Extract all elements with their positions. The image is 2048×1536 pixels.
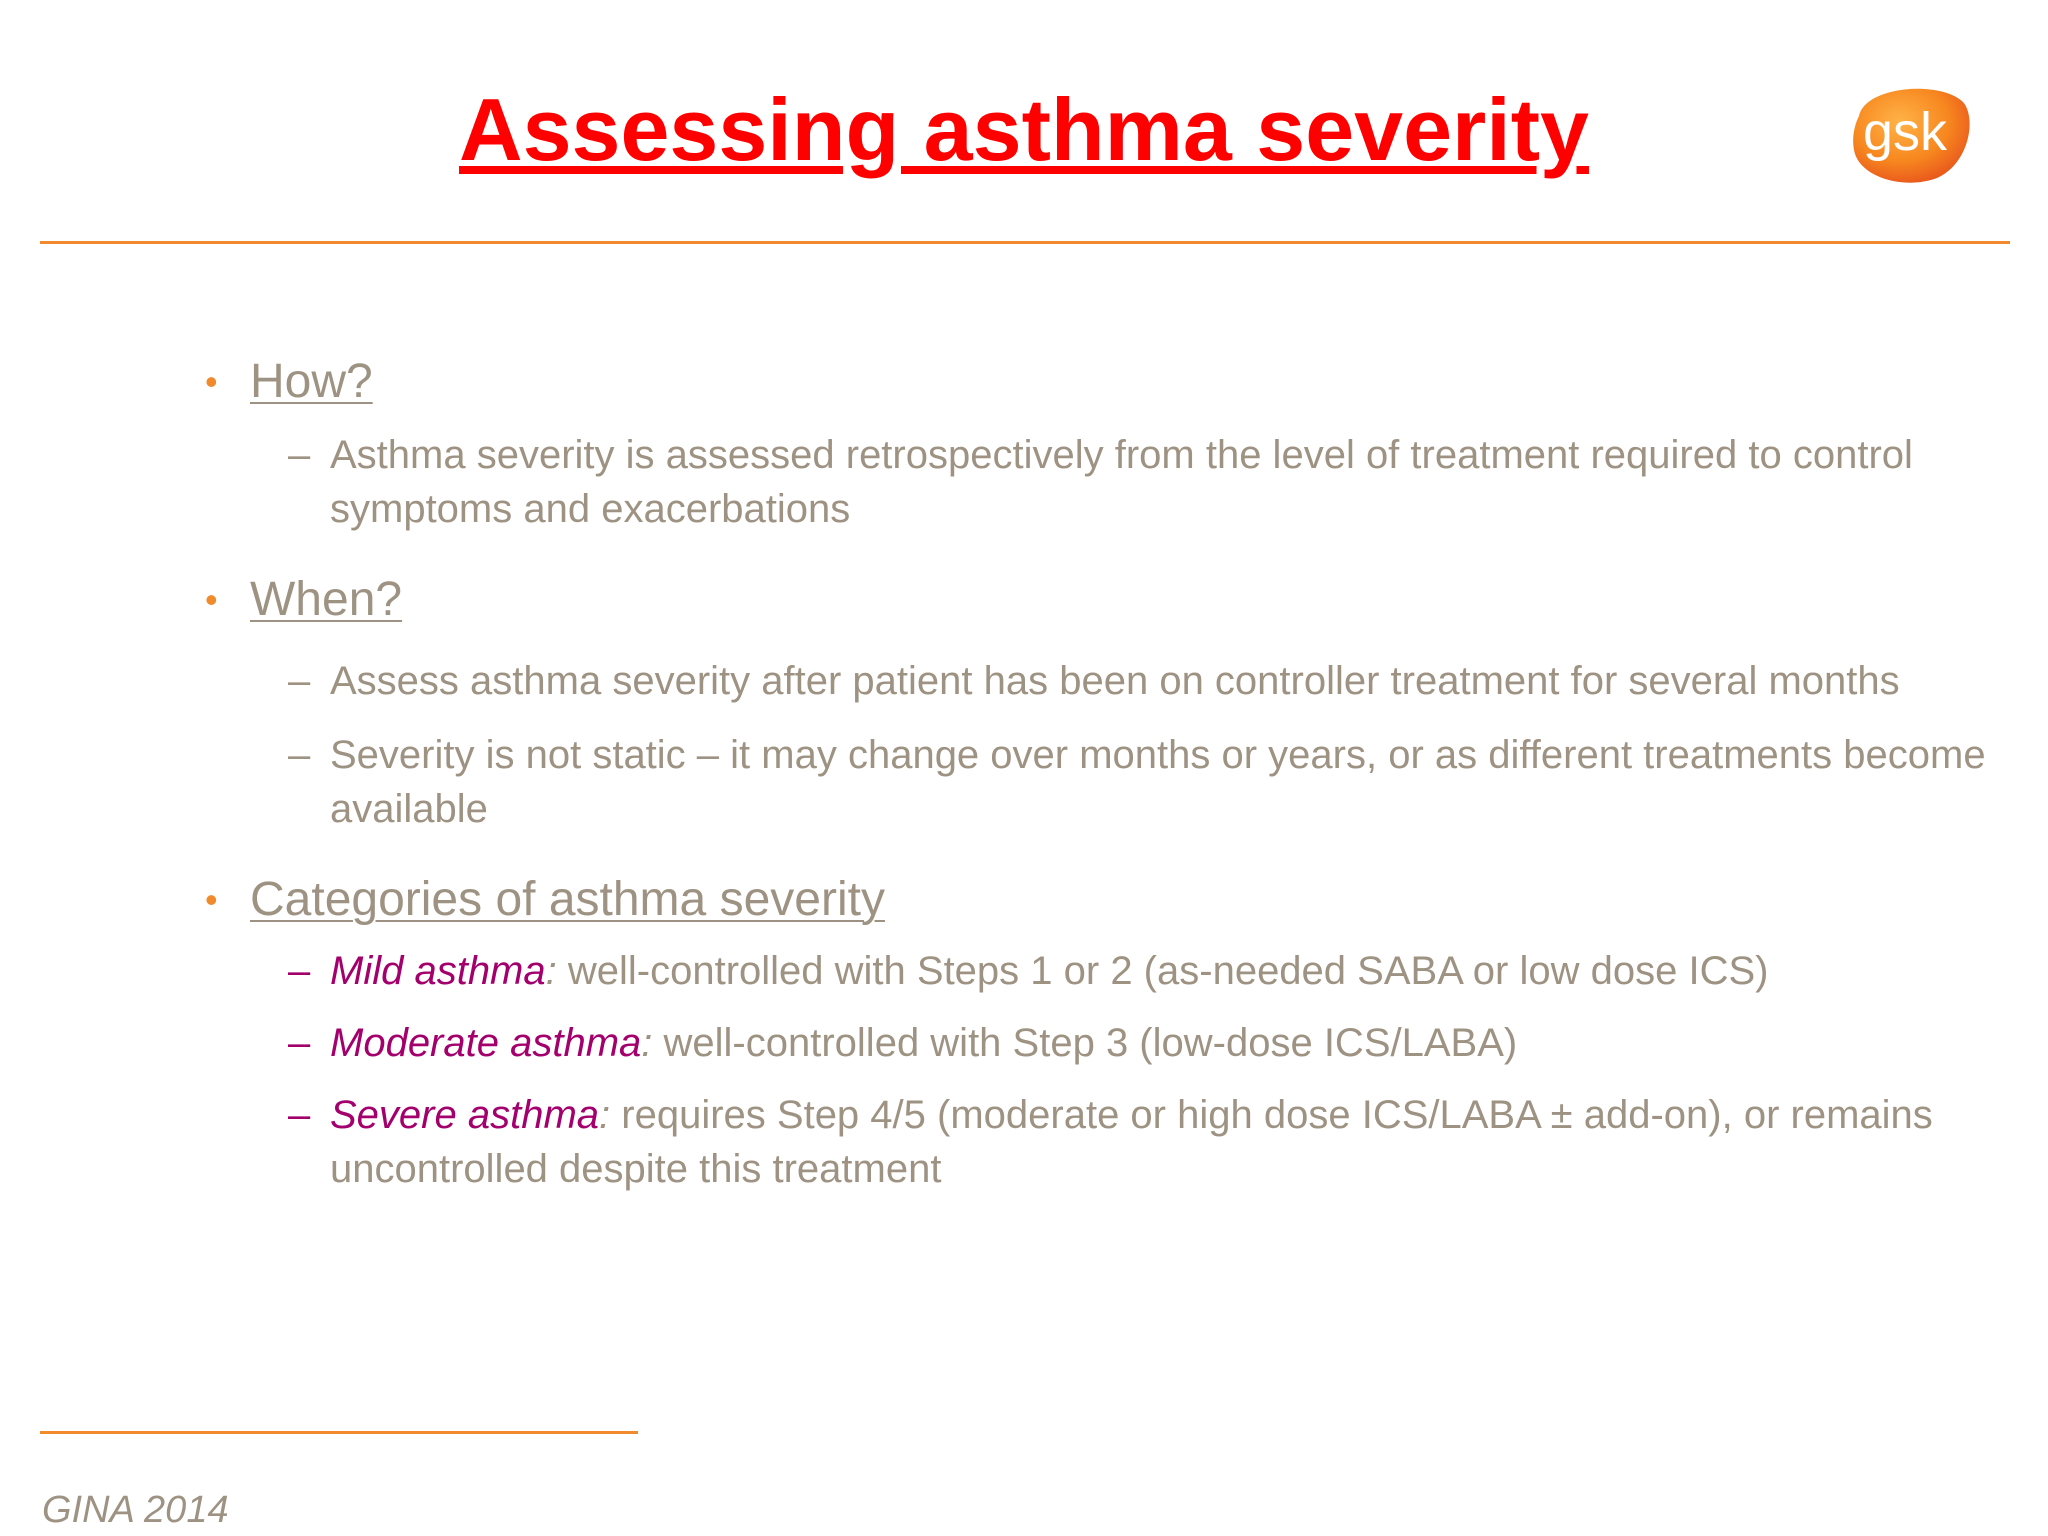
sub-bullet-text: well-controlled with Step 3 (low-dose ICS/LABA) — [652, 1021, 1518, 1065]
sub-bullet-text: Severity is not static – it may change over months or years, or as different treatments become available — [330, 733, 1986, 831]
severity-term: Moderate asthma — [330, 1021, 642, 1065]
bullet-marker: • — [205, 879, 218, 920]
severity-term: Mild asthma — [330, 949, 546, 993]
top-divider — [40, 241, 2010, 244]
footnote-divider — [40, 1431, 638, 1434]
bullet-how — [205, 350, 2015, 414]
sub-bullet-text: requires Step 4/5 (moderate or high dose ICS/LABA ± add-on), or remains uncontrolled despite this treatment — [330, 1093, 1933, 1191]
term-colon: : — [641, 1021, 653, 1065]
sub-bullet — [288, 728, 2015, 836]
sub-bullet-dash: – — [288, 659, 311, 703]
term-colon: : — [545, 949, 557, 993]
bullet-label: When? — [250, 573, 403, 626]
sub-bullet-dash: – — [288, 733, 311, 777]
sub-bullet-mild — [288, 944, 2015, 998]
sub-bullet-dash: – — [288, 1021, 311, 1065]
sub-bullet-dash: – — [288, 1093, 311, 1137]
sub-bullet-dash: – — [288, 949, 311, 993]
bullet-when — [205, 568, 2015, 632]
logo-text: gsk — [1863, 102, 1948, 162]
severity-term: Severe asthma — [330, 1093, 600, 1137]
sub-bullet-text: Asthma severity is assessed retrospectively from the level of treatment required to control symptoms and exacerbations — [330, 433, 1913, 531]
bullet-marker: • — [205, 579, 218, 620]
sub-bullet-text: Assess asthma severity after patient has been on controller treatment for several months — [330, 659, 1900, 703]
sub-bullet-moderate — [288, 1016, 2015, 1070]
term-colon: : — [599, 1093, 611, 1137]
sub-bullet — [288, 654, 2015, 708]
bullet-marker: • — [205, 361, 218, 402]
source-citation: GINA 2014 — [42, 1489, 229, 1531]
bullet-categories — [205, 868, 2015, 932]
slide-body — [205, 350, 2015, 1196]
bullet-label: How? — [250, 355, 373, 408]
sub-bullet-text: well-controlled with Steps 1 or 2 (as-needed SABA or low dose ICS) — [556, 949, 1769, 993]
bullet-label: Categories of asthma severity — [250, 873, 885, 926]
sub-bullet-severe — [288, 1088, 2015, 1196]
sub-bullet — [288, 428, 2015, 536]
sub-bullet-dash: – — [288, 433, 311, 477]
gsk-logo-icon — [1845, 78, 1975, 188]
slide-title: Assessing asthma severity — [459, 80, 1589, 179]
